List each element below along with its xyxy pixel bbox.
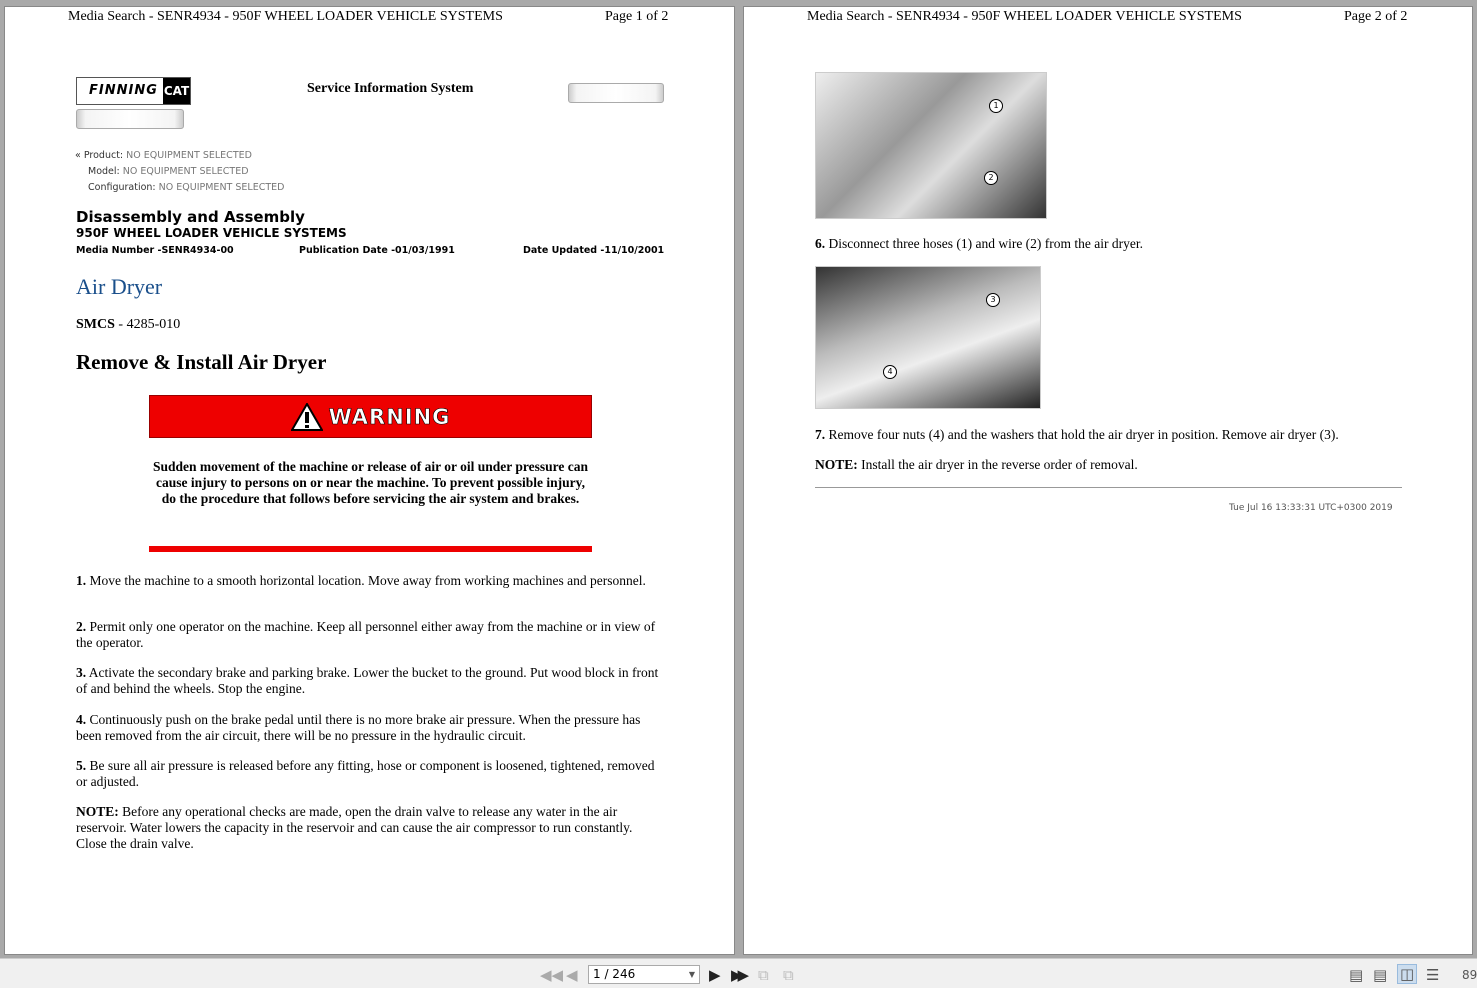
sis-title: Service Information System (307, 81, 474, 96)
callout: 2 (984, 171, 998, 185)
back-view-icon[interactable]: ⧉ (758, 966, 769, 984)
pdf-page-1 (4, 6, 735, 955)
prev-page-icon[interactable]: ◀ (566, 966, 578, 984)
equipment-info (75, 148, 284, 196)
step-2: 2. Permit only one operator on the machine. Keep all personnel either away from the machine or in view of the operator. (76, 619, 656, 650)
forward-view-icon[interactable]: ⧉ (783, 966, 794, 984)
zoom-level[interactable]: 89 (1462, 968, 1477, 982)
note: NOTE: Before any operational checks are made, open the drain valve to release any water in the air reservoir. Water lowers the capacity in the reservoir and can cause the air compressor to run constantly. Close the drain valve. (76, 804, 633, 851)
page-header: Media Search - SENR4934 - 950F WHEEL LOADER VEHICLE SYSTEMS (807, 9, 1242, 24)
warning-banner (149, 395, 592, 438)
section-title: Remove & Install Air Dryer (76, 350, 327, 374)
doc-subtitle: 950F WHEEL LOADER VEHICLE SYSTEMS (76, 226, 347, 240)
warning-triangle-icon (291, 403, 323, 431)
single-page-icon[interactable]: ▤ (1349, 966, 1364, 984)
smcs-label: SMCS (76, 317, 115, 332)
doc-type: Disassembly and Assembly (76, 208, 305, 226)
callout: 3 (986, 293, 1000, 307)
step-4: 4. Continuously push on the brake pedal until there is no more brake air pressure. When the pressure has been removed from the air circuit, there will be no pressure in the hydraulic circuit. (76, 712, 641, 743)
pdf-page-2 (743, 6, 1473, 955)
timestamp: Tue Jul 16 13:33:31 UTC+0300 2019 (1229, 503, 1393, 513)
step-5: 5. Be sure all air pressure is released before any fitting, hose or component is loosened, tightened, removed or adjusted. (76, 758, 655, 789)
page-select[interactable] (588, 965, 700, 984)
divider (815, 487, 1402, 488)
media-number: Media Number -SENR4934-00 (76, 245, 234, 256)
smcs-value: - 4285-010 (114, 317, 181, 332)
config-label: Configuration: (88, 182, 156, 193)
sis-button[interactable] (568, 83, 664, 103)
last-page-icon[interactable]: ▶▶ (731, 966, 745, 984)
pdf-toolbar (0, 958, 1477, 988)
page-number: Page 2 of 2 (1344, 9, 1408, 24)
model-label: Model: (88, 166, 120, 177)
next-page-icon[interactable]: ▶ (709, 966, 721, 984)
page-number: Page 1 of 2 (605, 9, 669, 24)
air-dryer-photo-2 (815, 266, 1041, 409)
first-page-icon[interactable]: ◀◀ (540, 966, 564, 984)
model-value: NO EQUIPMENT SELECTED (122, 166, 249, 177)
note: NOTE: Install the air dryer in the reverse order of removal. (815, 457, 1138, 472)
step-1: 1. Move the machine to a smooth horizontal location. Move away from working machines and personnel. (76, 573, 646, 588)
two-page-icon[interactable]: ◫ (1397, 964, 1417, 984)
continuous-page-icon[interactable]: ▤ (1373, 966, 1388, 984)
step-6: 6. Disconnect three hoses (1) and wire (2) from the air dryer. (815, 236, 1144, 251)
finning-cat-logo: FINNING CAT (76, 77, 191, 105)
page-value: 1 / 246 (593, 967, 636, 981)
article-title: Air Dryer (76, 274, 163, 299)
step-3: 3. Activate the secondary brake and parking brake. Lower the bucket to the ground. Put wood block in front of and behind the wheels. Stop the engine. (76, 665, 659, 696)
chevron-down-icon: ▼ (688, 970, 695, 979)
warning-label: WARNING (328, 404, 451, 429)
nav-button[interactable] (76, 109, 184, 129)
config-value: NO EQUIPMENT SELECTED (158, 182, 285, 193)
callout: 4 (883, 365, 897, 379)
callout: 1 (989, 99, 1003, 113)
warning-text: Sudden movement of the machine or release of air or oil under pressure can cause injury to persons on or near the machine. To prevent possible injury, do the procedure that follows before servicing the air system and brakes. (152, 459, 589, 506)
page-header: Media Search - SENR4934 - 950F WHEEL LOADER VEHICLE SYSTEMS (68, 9, 503, 24)
product-label: Product: (83, 150, 124, 161)
smcs (76, 317, 180, 333)
two-page-continuous-icon[interactable]: ☰ (1426, 966, 1440, 984)
step-7: 7. Remove four nuts (4) and the washers that hold the air dryer in position. Remove air dryer (3). (815, 427, 1339, 442)
publication-date: Publication Date -01/03/1991 (299, 245, 455, 256)
product-value: NO EQUIPMENT SELECTED (126, 150, 252, 161)
date-updated: Date Updated -11/10/2001 (523, 245, 665, 256)
collapse-icon[interactable]: « (75, 150, 84, 161)
air-dryer-photo-1 (815, 72, 1047, 219)
warning-divider (149, 546, 592, 552)
